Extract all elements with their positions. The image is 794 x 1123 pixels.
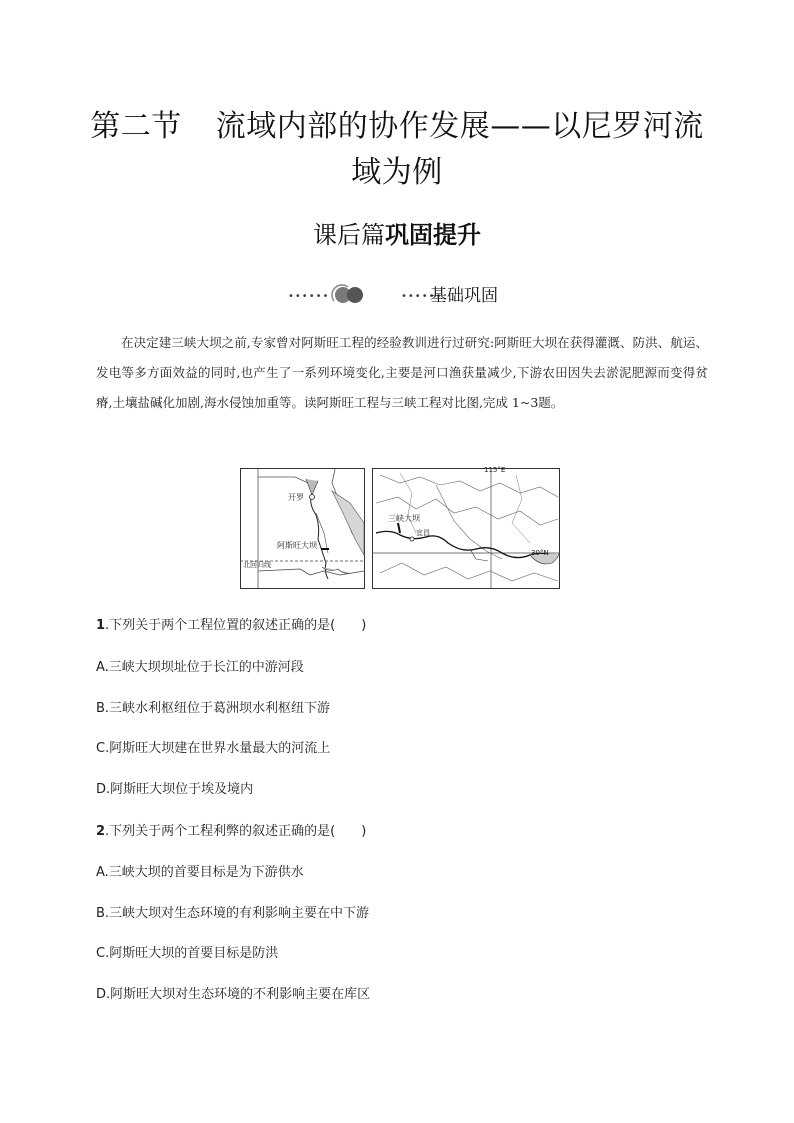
page-title — [90, 104, 704, 196]
question-1-option-d: D.阿斯旺大坝位于埃及境内 — [96, 782, 254, 797]
dots-left: •••••• — [288, 291, 330, 302]
label-cairo: 开罗 — [288, 493, 304, 502]
question-1-option-c: C.阿斯旺大坝建在世界水量最大的河流上 — [96, 741, 331, 756]
subtitle-bold: 巩固提升 — [385, 221, 481, 249]
label-aswan: 阿斯旺大坝 — [277, 541, 317, 550]
title-line-1 — [90, 104, 704, 150]
question-2-stem: 2.下列关于两个工程利弊的叙述正确的是( ) — [96, 824, 367, 839]
title-text: 流域内部的协作发展——以尼罗河流 — [215, 109, 704, 144]
question-1-option-b: B.三峡水利枢纽位于葛洲坝水利枢纽下游 — [96, 701, 331, 716]
dots-right: •••••• — [401, 291, 443, 302]
label-latitude: 30°N — [531, 549, 549, 557]
section-badge-icon — [328, 283, 368, 305]
intro-paragraph: 在决定建三峡大坝之前,专家曾对阿斯旺工程的经验教训进行过研究:阿斯旺大坝在获得灌溉、防洪、航运、发电等多方面效益的同时,也产生了一系列环境变化,主要是河口渔获量减少,下游农田因失去淤泥肥源而变得贫瘠,土壤盐碱化加剧,海水侵蚀加重等。读阿斯旺工程与三峡工程对比图,完成 1~3题。 — [96, 335, 708, 410]
comparison-map — [240, 463, 560, 589]
subtitle-normal: 课后篇 — [313, 221, 385, 249]
section-label: 基础巩固 — [430, 286, 498, 306]
title-line-2: 域为例 — [351, 155, 443, 190]
question-2-option-a: A.三峡大坝的首要目标是为下游供水 — [96, 865, 304, 880]
label-tropic: 北回归线 — [243, 561, 271, 569]
map-three-gorges — [372, 466, 560, 589]
question-1-stem: 1.下列关于两个工程位置的叙述正确的是( ) — [96, 618, 367, 633]
section-header — [0, 278, 794, 308]
label-dam: 三峡大坝 — [388, 514, 420, 523]
map-egypt — [240, 469, 365, 589]
question-2-option-d: D.阿斯旺大坝对生态环境的不利影响主要在库区 — [96, 987, 371, 1002]
question-2-option-c: C.阿斯旺大坝的首要目标是防洪 — [96, 946, 279, 961]
label-longitude: 115°E — [484, 465, 506, 474]
title-section: 第二节 — [90, 109, 182, 144]
question-2-option-b: B.三峡大坝对生态环境的有利影响主要在中下游 — [96, 906, 370, 921]
page-subtitle — [0, 215, 794, 250]
question-1-option-a: A.三峡大坝坝址位于长江的中游河段 — [96, 660, 304, 675]
label-yichang: 宜昌 — [416, 529, 430, 537]
